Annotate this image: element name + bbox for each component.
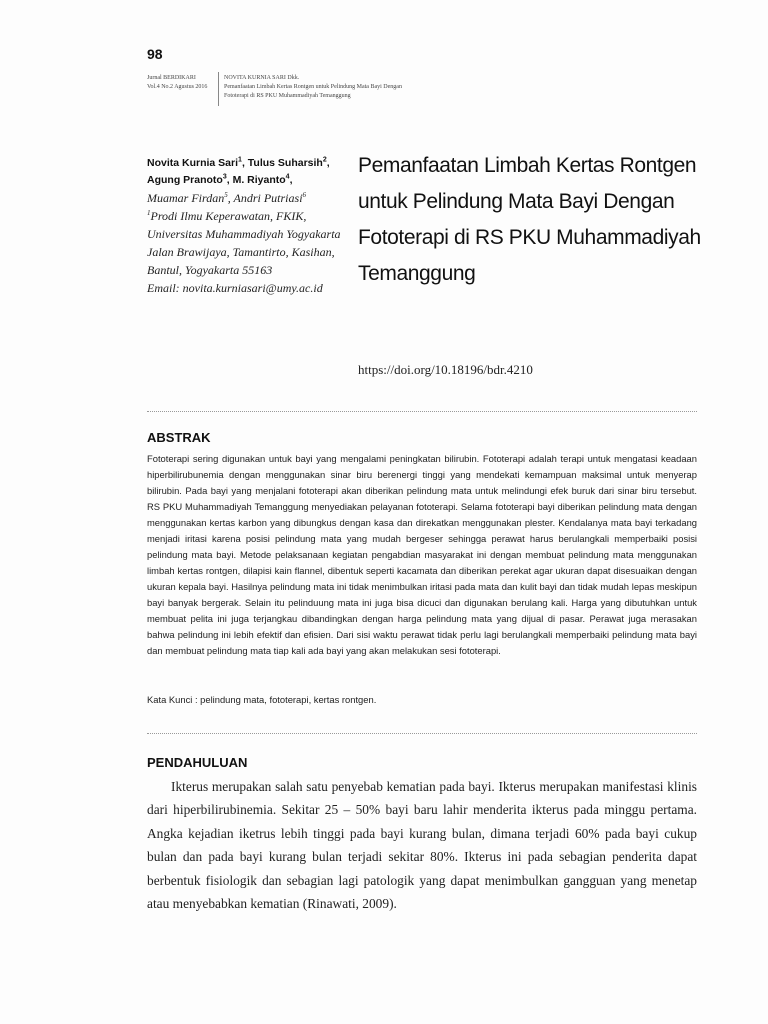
running-author: NOVITA KURNIA SARI Dkk.	[224, 75, 300, 81]
journal-name: Jurnal BERDIKARI	[147, 75, 196, 81]
journal-issue: Vol.4 No.2 Agustus 2016	[147, 84, 208, 90]
dotted-separator	[147, 733, 697, 734]
running-title-line1: Pemanfaatan Limbah Kertas Rontgen untuk Pelindung Mata Bayi Dengan	[224, 84, 402, 90]
author-block	[147, 155, 352, 297]
header-divider	[218, 72, 219, 106]
running-title-line2: Fototerapi di RS PKU Muhammadiyah Temanggung	[224, 93, 351, 99]
abstract-heading: ABSTRAK	[147, 430, 211, 445]
article-title: Pemanfaatan Limbah Kertas Rontgen untuk Pelindung Mata Bayi Dengan Fototerapi di RS PKU Muhammadiyah Temanggung	[358, 154, 701, 285]
doi-link[interactable]: https://doi.org/10.18196/bdr.4210	[358, 362, 533, 377]
keywords: Kata Kunci : pelindung mata, fototerapi, kertas rontgen.	[147, 694, 377, 705]
journal-info	[147, 74, 219, 92]
introduction-heading: PENDAHULUAN	[147, 755, 248, 770]
author-line-2: Agung Pranoto$^3$, M. Riyanto$^4$,	[147, 173, 293, 186]
affiliation-line-3: Jalan Brawijaya, Tamantirto, Kasihan,	[147, 245, 335, 259]
author-line-3: Muamar Firdan$^5$, Andri Putriasi$^6$	[147, 191, 307, 205]
author-email: Email: novita.kurniasari@umy.ac.id	[147, 281, 323, 295]
page-number: 98	[147, 46, 163, 62]
affiliation-line-2: Universitas Muhammadiyah Yogyakarta	[147, 227, 341, 241]
introduction-body: Ikterus merupakan salah satu penyebab kematian pada bayi. Ikterus merupakan manifestasi klinis dari hiperbilirubinemia. Sekitar 25 – 50% bayi baru lahir menderita ikterus pada minggu pertama. Angka kejadian iketrus lebih tinggi pada bayi kurang bulan, dimana terjadi 60% pada bayi cukup bulan dan pada bayi kurang bulan terjadi sekitar 80%. Ikterus ini pada sebagian penderita dapat berbentuk fisiologik dan sebagian lagi patologik yang dapat menimbulkan gangguan yang menetap atau menyebabkan kematian (Rinawati, 2009).	[147, 779, 697, 912]
abstract-body: Fototerapi sering digunakan untuk bayi yang mengalami peningkatan bilirubin. Fototerapi adalah terapi untuk mengatasi keadaan hiperbilirubunemia dengan menggunakan sinar biru berenergi tinggi yang mendekati kemampuan maksimal untuk menyerap bilirubin. Pada bayi yang menjalani fototerapi akan diberikan pelindung mata untuk melindungi efek buruk dari sinar biru tersebut. RS PKU Muhammadiyah Temanggung menyediakan pelayanan fototerapi. Selama fototerapi bayi diberikan pelindung mata dengan menggunakan kertas karbon yang dibungkus dengan kasa dan direkatkan menggunakan plester. Kendalanya mata bayi terkadang menjadi iritasi karena posisi pelindung mata yang mudah bergeser sehingga perawat harus berulangkali memperbaiki posisi pelindung mata bayi. Metode pelaksanaan kegiatan pengabdian masyarakat ini dengan membuat pelindung mata menggunakan limbah kertas rontgen, dilapisi kain flannel, dibentuk seperti kacamata dan diberikan perekat agar ukuran dapat disesuaikan dengan ukuran kepala bayi. Hasilnya pelindung mata ini tidak menimbulkan iritasi pada mata dan kulit bayi dan tidak mudah lepas meskipun bayi banyak bergerak. Selain itu pelinduung mata ini juga bisa dicuci dan digunakan berulang kali. Harga yang dibutuhkan untuk membuat pelita ini juga terjangkau dibandingkan dengan harga pelindung mata yang dijual di pasar. Perawat juga merasakan bahwa pelindung ini lebih efektif dan efisien. Dari sisi waktu perawat tidak perlu lagi berulangkali memperbaiki pelindung mata bayi dan membuat pelindung mata tiap kali ada bayi yang akan melakukan sesi fototerapi.	[147, 453, 697, 656]
running-header	[224, 74, 484, 101]
author-line-1: Novita Kurnia Sari$^1$, Tulus Suharsih$^2$,	[147, 156, 330, 169]
affiliation-line-4: Bantul, Yogyakarta 55163	[147, 263, 273, 277]
affiliation-line-1: $^1$Prodi Ilmu Keperawatan, FKIK,	[147, 209, 307, 223]
dotted-separator	[147, 411, 697, 412]
